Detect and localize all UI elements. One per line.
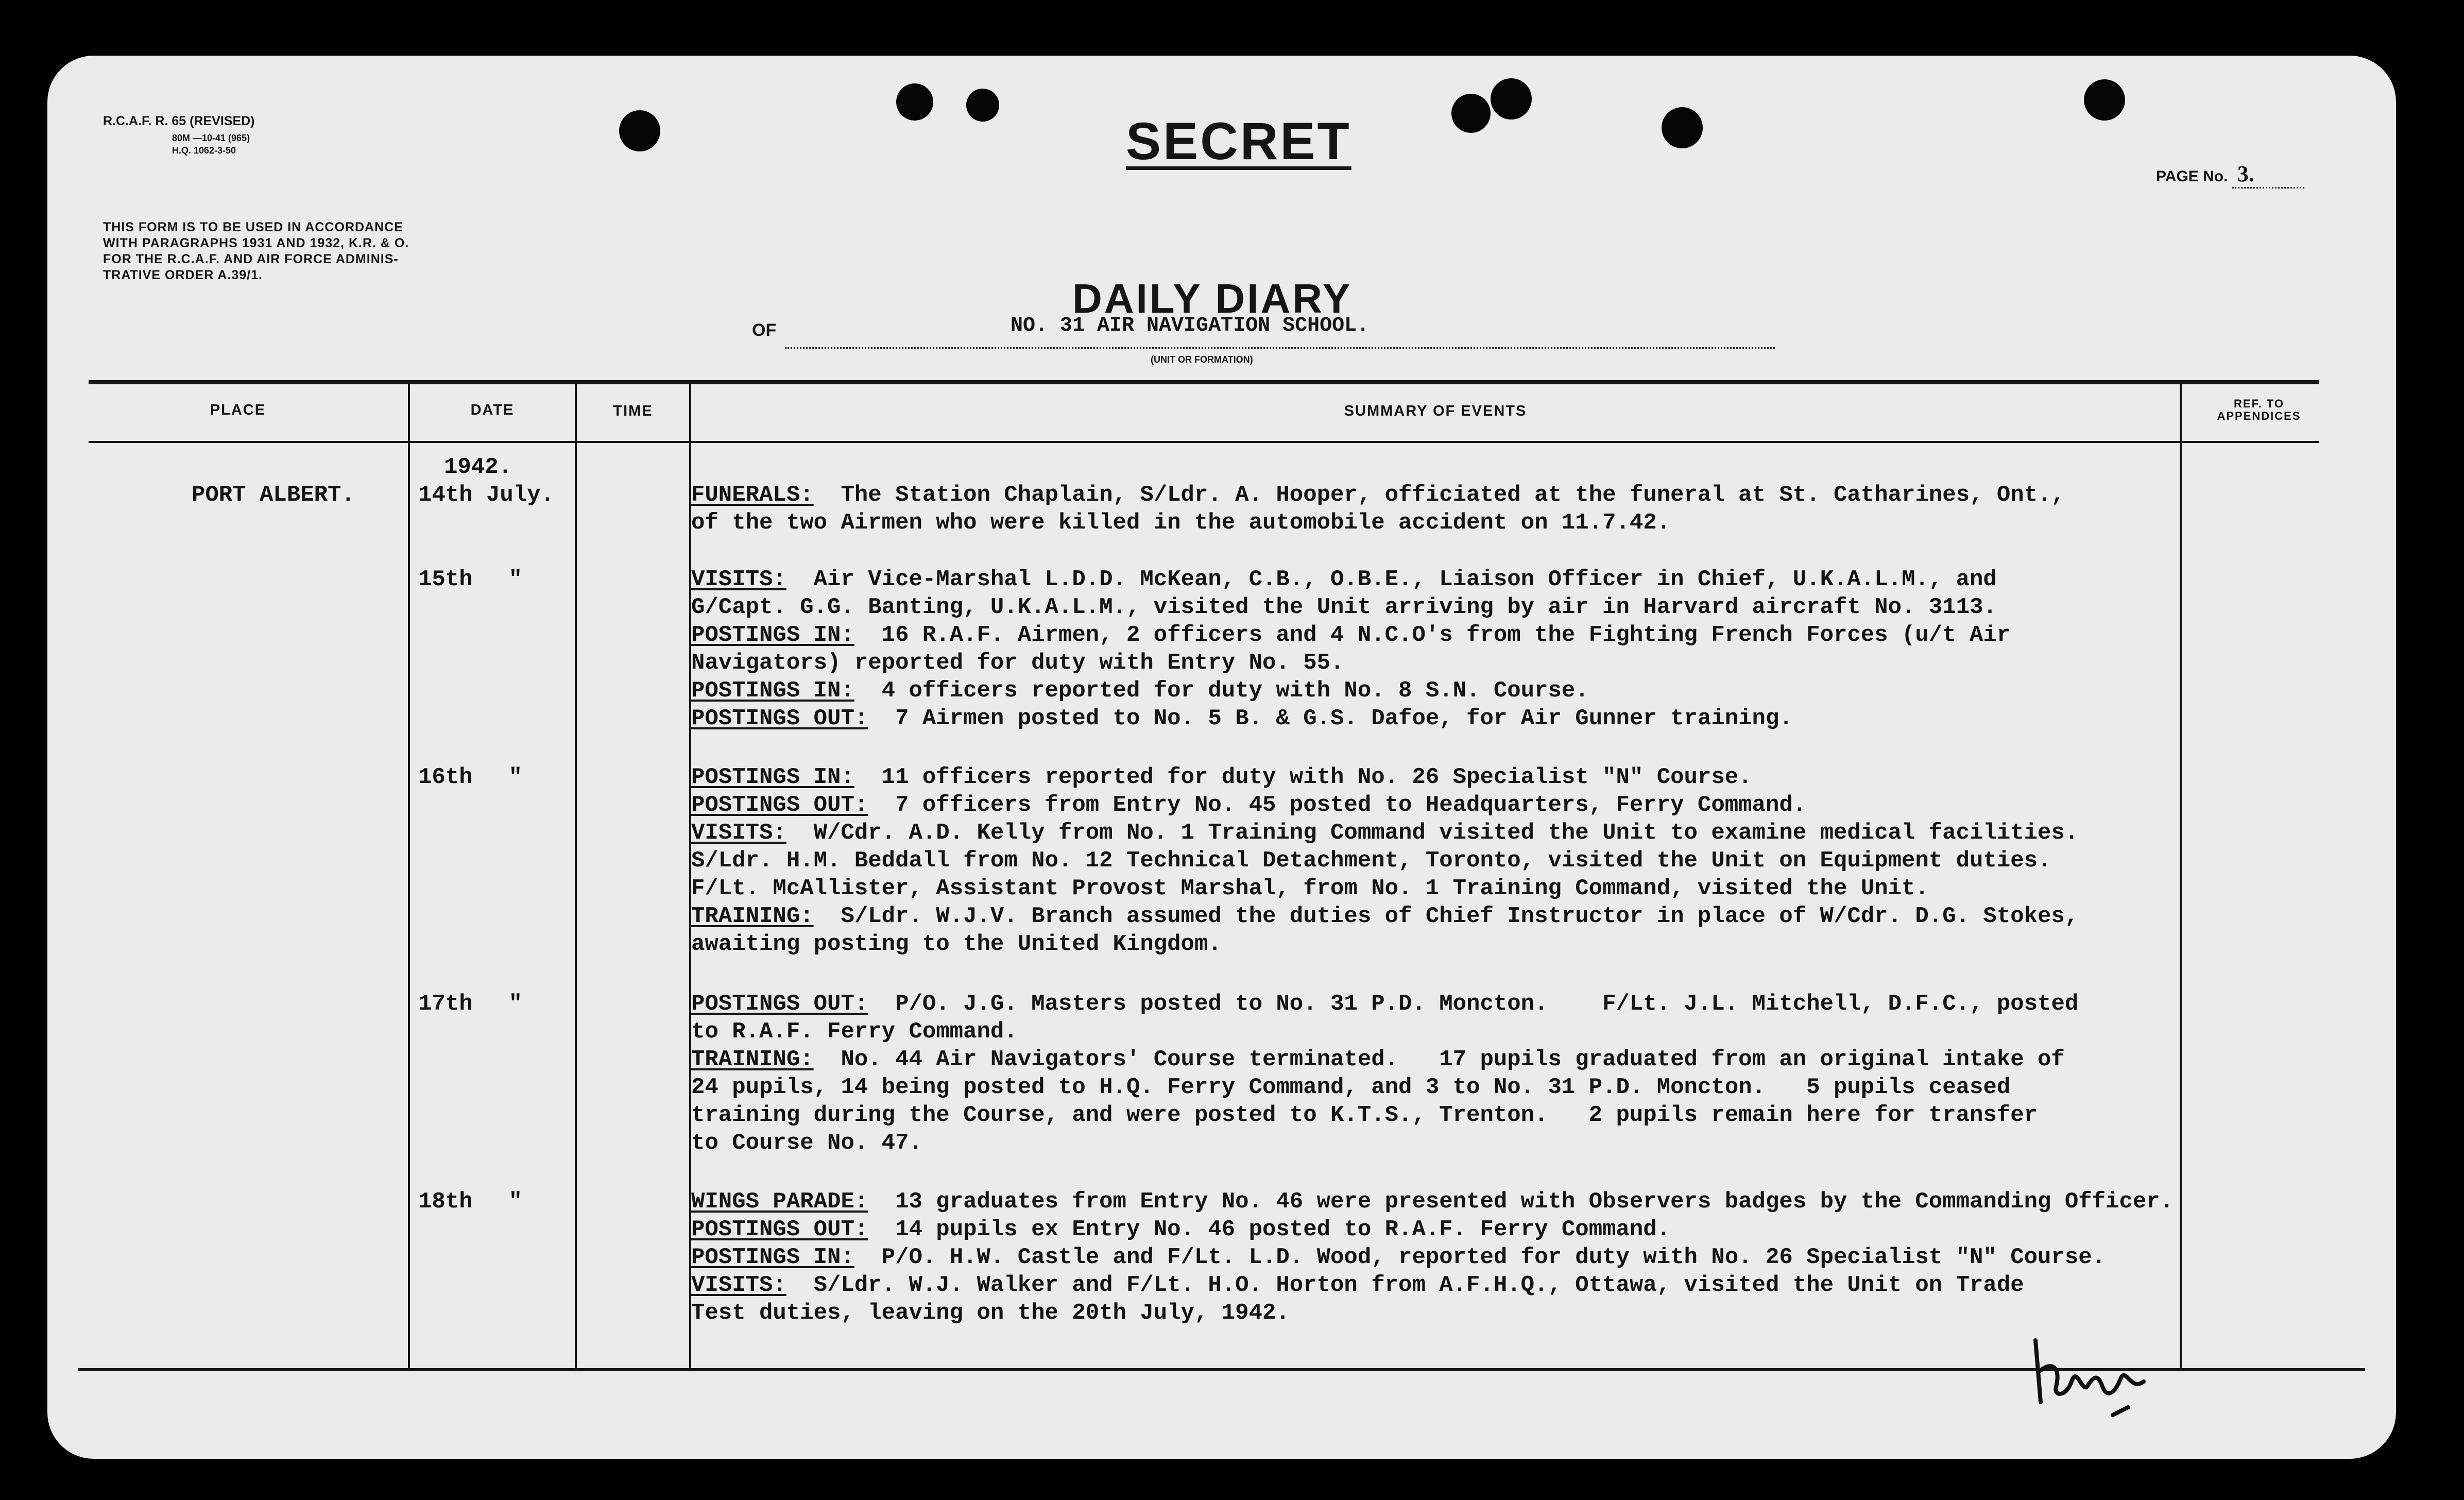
entry-line: VISITS: Air Vice-Marshal L.D.D. McKean, C.B., O.B.E., Liaison Officer in Chief, U.K.A.L.M., and [691,567,1997,592]
column-header-place: PLACE [210,402,266,418]
year-value: 1942. [444,454,512,480]
diary-entry [691,990,2267,1157]
table-top-rule [89,380,2319,384]
column-header-time: TIME [613,403,653,419]
header-rule [89,441,2319,443]
entry-line: 24 pupils, 14 being posted to H.Q. Ferry Command, and 3 to No. 31 P.D. Moncton. 5 pupils ceased [691,1075,2011,1100]
entry-line: POSTINGS OUT: 7 Airmen posted to No. 5 B. & G.S. Dafoe, for Air Gunner training. [691,706,1793,731]
unit-caption: (UNIT OR FORMATION) [1151,354,1253,365]
form-number: R.C.A.F. R. 65 (REVISED) [103,114,255,128]
column-header-appendices: REF. TO APPENDICES [2217,397,2301,422]
entry-line: to R.A.F. Ferry Command. [691,1019,1018,1045]
page-number-field [2156,161,2304,189]
entry-line: S/Ldr. H.M. Beddall from No. 12 Technical Detachment, Toronto, visited the Unit on Equipment duties. [691,848,2051,874]
entry-line: POSTINGS IN: 4 officers reported for duty with No. 8 S.N. Course. [691,678,1589,704]
diary-entry [691,481,2267,537]
place-value: PORT ALBERT. [192,482,355,508]
entry-line: training during the Course, and were posted to K.T.S., Trenton. 2 pupils remain here for transfer [691,1102,2038,1128]
column-header-summary: SUMMARY OF EVENTS [1344,403,1527,419]
column-header-date: DATE [470,402,515,418]
entry-line: POSTINGS OUT: 7 officers from Entry No. 45 posted to Headquarters, Ferry Command. [691,792,1807,818]
entry-line: POSTINGS OUT: 14 pupils ex Entry No. 46 posted to R.A.F. Ferry Command. [691,1217,1671,1242]
entry-line: POSTINGS IN: 16 R.A.F. Airmen, 2 officers and 4 N.C.O's from the Fighting French Forces (u/t Air [691,622,2011,648]
punch-hole [619,110,660,151]
date-cell: 18th " [418,1189,523,1215]
entry-line: TRAINING: S/Ldr. W.J.V. Branch assumed the duties of Chief Instructor in place of W/Cdr. D.G. Stokes, [691,904,2079,929]
punch-hole [966,89,999,122]
punch-hole [1491,78,1532,120]
entry-line: POSTINGS IN: P/O. H.W. Castle and F/Lt. L.D. Wood, reported for duty with No. 26 Specialist "N" Course. [691,1245,2106,1270]
print-reference: 80M —10-41 (965) [172,133,250,143]
column-divider [408,383,410,1369]
entry-line: F/Lt. McAllister, Assistant Provost Marshal, from No. 1 Training Command, visited the Unit. [691,876,1929,901]
punch-hole [1662,107,1703,148]
entry-line: WINGS PARADE: 13 graduates from Entry No. 46 were presented with Observers badges by the Commanding Officer. [691,1189,2174,1215]
entry-line: to Course No. 47. [691,1130,922,1156]
entry-line: G/Capt. G.G. Banting, U.K.A.L.M., visited the Unit arriving by air in Harvard aircraft No. 3113. [691,594,1997,620]
of-label: OF [752,320,777,340]
entry-line: of the two Airmen who were killed in the automobile accident on 11.7.42. [691,510,1671,536]
entry-line: VISITS: S/Ldr. W.J. Walker and F/Lt. H.O. Horton from A.F.H.Q., Ottawa, visited the Unit on Trade [691,1272,2024,1298]
punch-hole [896,83,933,121]
diary-form [47,56,2396,1459]
punch-hole [1451,94,1491,133]
diary-entry [691,1188,2267,1327]
entry-line: POSTINGS OUT: P/O. J.G. Masters posted to No. 31 P.D. Moncton. F/Lt. J.L. Mitchell, D.F.C., posted [691,991,2079,1017]
date-cell: 15th " [418,567,523,592]
page-number: 3. [2232,161,2304,189]
entry-line: VISITS: W/Cdr. A.D. Kelly from No. 1 Training Command visited the Unit to examine medical facilities. [691,820,2079,846]
document-title: DAILY DIARY [1072,276,1353,321]
page-label: PAGE No. [2156,168,2228,185]
diary-entry [691,566,2267,732]
entry-line: POSTINGS IN: 11 officers reported for duty with No. 26 Specialist "N" Course. [691,764,1752,790]
date-cell: 16th " [418,764,523,790]
security-classification: SECRET [1126,112,1351,171]
unit-line [785,347,1775,349]
column-divider [575,383,577,1369]
punch-hole [2084,79,2125,121]
date-cell: 14th July. [418,482,555,508]
unit-name: NO. 31 AIR NAVIGATION SCHOOL. [1011,314,1370,337]
entry-line: FUNERALS: The Station Chaplain, S/Ldr. A. Hooper, officiated at the funeral at St. Catharines, Ont., [691,482,2065,508]
print-reference: H.Q. 1062-3-50 [172,145,236,156]
entry-line: Test duties, leaving on the 20th July, 1942. [691,1300,1290,1326]
date-cell: 17th " [418,991,523,1017]
entry-line: awaiting posting to the United Kingdom. [691,931,1222,957]
handwritten-initials [2020,1330,2154,1418]
entry-line: Navigators) reported for duty with Entry No. 55. [691,650,1344,676]
diary-entry [691,763,2267,958]
form-instructions: THIS FORM IS TO BE USED IN ACCORDANCE WITH PARAGRAPHS 1931 AND 1932, K.R. & O. FOR THE R.C.A.F. AND AIR FORCE ADMINIS- TRATIVE ORDER A.39/1. [103,220,409,282]
entry-line: TRAINING: No. 44 Air Navigators' Course terminated. 17 pupils graduated from an original intake of [691,1047,2065,1072]
